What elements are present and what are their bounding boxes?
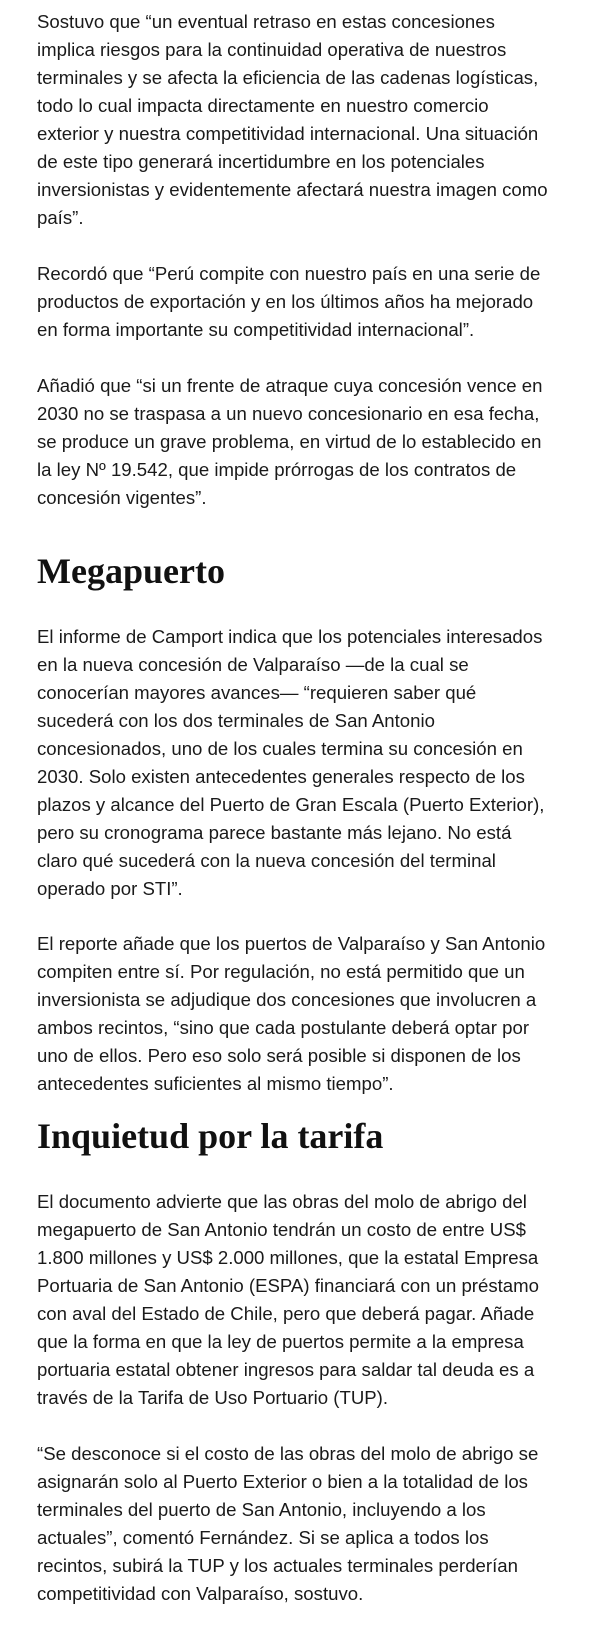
paragraph-recordo: Recordó que “Perú compite con nuestro país en una serie de productos de exportación y en los últimos años ha mejorado en forma importante su competitividad internacional”. (37, 263, 541, 340)
paragraph-reporte: El reporte añade que los puertos de Valparaíso y San Antonio compiten entre sí. Por regulación, no está permitido que un inversionista se adjudique dos concesiones que involucren a ambos recintos, “sino que cada postulante deberá optar por uno de ellos. Pero eso solo será posible si disponen de los antecedentes suficientes al mismo tiempo”. (37, 933, 546, 1094)
paragraph-fernandez-quote: “Se desconoce si el costo de las obras del molo de abrigo se asignarán solo al Puerto Exterior o bien a la totalidad de los terminales del puerto de San Antonio, incluyendo a los actuales”, comentó Fernández. Si se aplica a todos los recintos, subirá la TUP y los actuales terminales perderían competitividad con Valparaíso, sostuvo. (37, 1443, 539, 1604)
heading-megapuerto: Megapuerto (37, 551, 225, 591)
paragraph-informe-camport: El informe de Camport indica que los potenciales interesados en la nueva concesión de Valparaíso —de la cual se conocerían mayores avances— “requieren saber qué sucederá con los dos terminales de San Antonio concesionados, uno de los cuales termina su concesión en 2030. Solo existen antecedentes generales respecto de los plazos y alcance del Puerto de Gran Escala (Puerto Exterior), pero su cronograma parece bastante más lejano. No está claro qué sucederá con la nueva concesión del terminal operado por STI”. (37, 626, 545, 899)
paragraph-sostuvo: Sostuvo que “un eventual retraso en estas concesiones implica riesgos para la continuidad operativa de nuestros terminales y se afecta la eficiencia de las cadenas logísticas, todo lo cual impacta directamente en nuestro comercio exterior y nuestra competitividad internacional. Una situación de este tipo generará incertidumbre en los potenciales inversionistas y evidentemente afectará nuestra imagen como país”. (37, 11, 548, 228)
paragraph-anadio: Añadió que “si un frente de atraque cuya concesión vence en 2030 no se traspasa a un nuevo concesionario en esa fecha, se produce un grave problema, en virtud de lo establecido en la ley Nº 19.542, que impide prórrogas de los contratos de concesión vigentes”. (37, 375, 543, 508)
paragraph-documento: El documento advierte que las obras del molo de abrigo del megapuerto de San Antonio tendrán un costo de entre US$ 1.800 millones y US$ 2.000 millones, que la estatal Empresa Portuaria de San Antonio (ESPA) financiará con un préstamo con aval del Estado de Chile, pero que deberá pagar. Añade que la forma en que la ley de puertos permite a la empresa portuaria estatal obtener ingresos para saldar tal deuda es a través de la Tarifa de Uso Portuario (TUP). (37, 1191, 539, 1408)
heading-inquietud-tarifa: Inquietud por la tarifa (37, 1116, 384, 1156)
